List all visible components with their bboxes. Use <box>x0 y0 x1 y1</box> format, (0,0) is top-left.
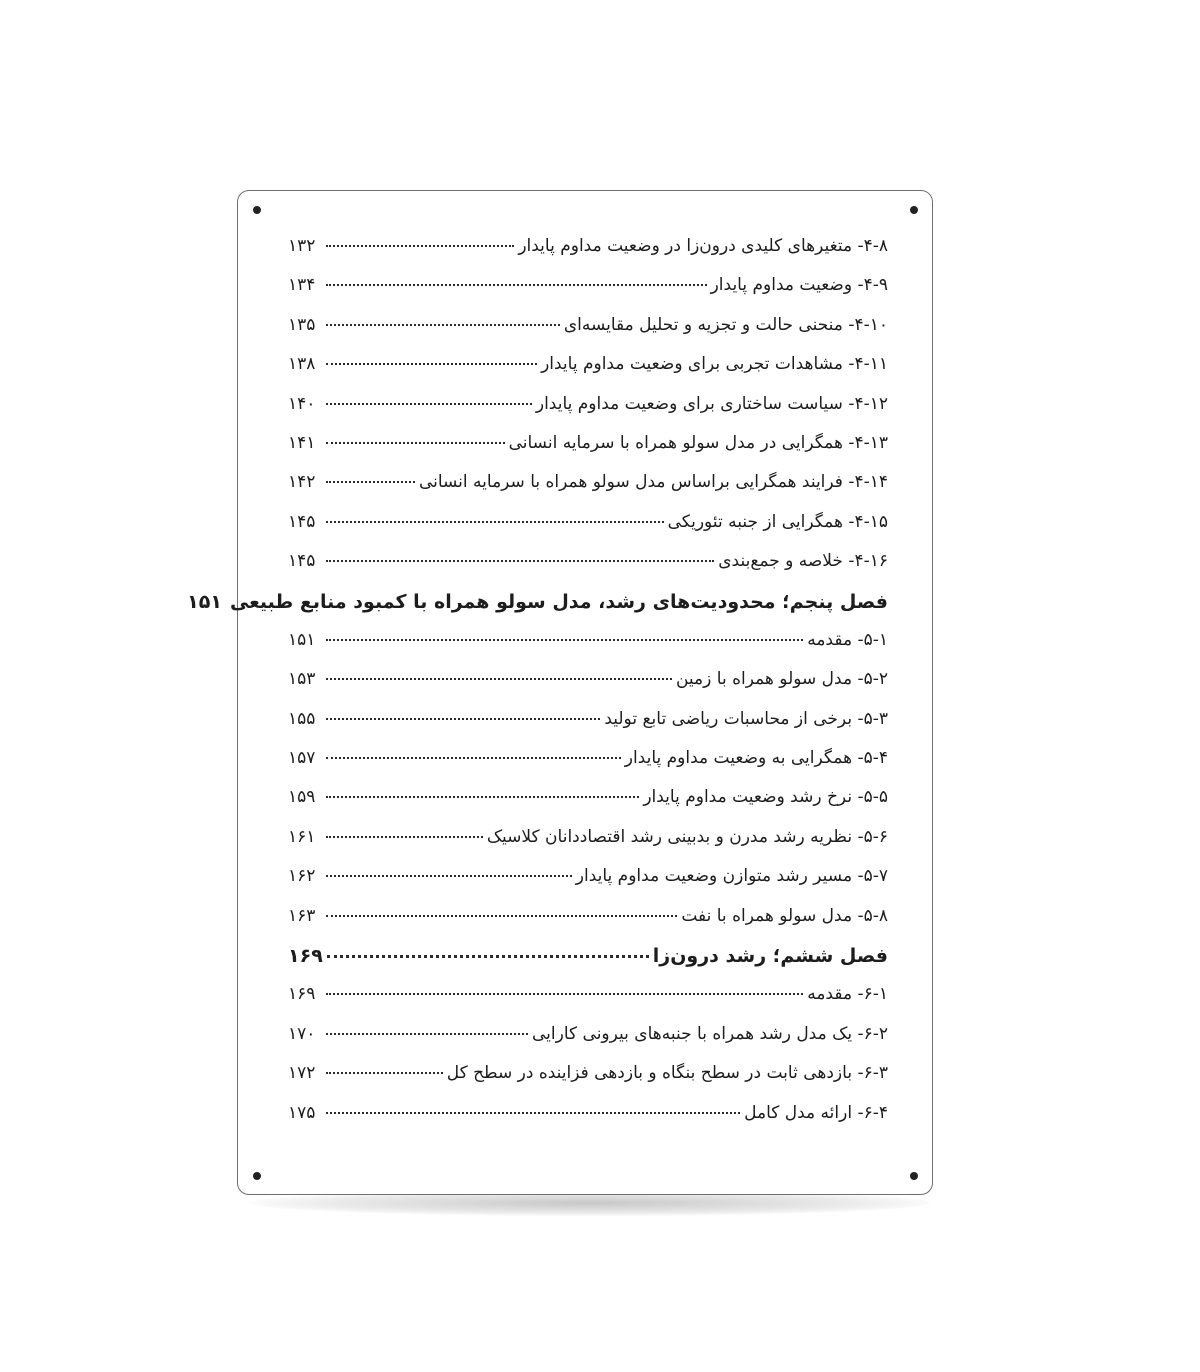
toc-page-number: ۱۶۳ <box>288 905 316 926</box>
toc-entry-title: ۴-۱۵- همگرایی از جنبه تئوریکی <box>667 511 888 532</box>
dot-leader <box>326 481 415 483</box>
toc-page-number: ۱۷۰ <box>288 1023 316 1044</box>
toc-page-number: ۱۵۱ <box>187 590 222 613</box>
toc-entry <box>288 1103 888 1142</box>
dot-leader <box>326 915 677 917</box>
dot-leader <box>326 757 621 759</box>
toc-entry <box>288 354 888 393</box>
toc-entry-title: ۵-۶- نظریه رشد مدرن و بدبینی رشد اقتصاددانان کلاسیک <box>486 826 888 847</box>
toc-entry-title: ۵-۳- برخی از محاسبات ریاضی تابع تولید <box>604 708 888 729</box>
toc-entry-title: فصل ششم؛ رشد درون‌زا <box>652 945 888 968</box>
toc-entry-title: ۴-۱۰- منحنی حالت و تجزیه و تحلیل مقایسه‌ای <box>563 314 888 335</box>
toc-entry <box>288 472 888 511</box>
dot-leader <box>326 363 537 365</box>
toc-page-number: ۱۴۲ <box>288 472 316 493</box>
toc-entry <box>288 236 888 275</box>
dot-leader <box>326 718 600 720</box>
toc-entry <box>288 512 888 551</box>
toc-entry <box>288 906 888 945</box>
dot-leader <box>327 955 649 958</box>
toc-entry <box>288 984 888 1023</box>
dot-leader <box>326 1112 740 1114</box>
toc-entry <box>288 275 888 314</box>
toc-entry-title: ۵-۱- مقدمه <box>807 629 888 650</box>
dot-leader <box>326 560 714 562</box>
toc-page-number: ۱۶۲ <box>288 866 316 887</box>
table-of-contents <box>187 236 888 1142</box>
document-page <box>187 190 933 1195</box>
toc-page-number: ۱۶۱ <box>288 826 316 847</box>
dot-leader <box>326 678 672 680</box>
toc-chapter-heading <box>187 590 888 630</box>
toc-page-number: ۱۳۵ <box>288 314 316 335</box>
toc-entry-title: ۵-۵- نرخ رشد وضعیت مداوم پایدار <box>643 787 888 808</box>
toc-entry-title: ۵-۸- مدل سولو همراه با نفت <box>681 905 888 926</box>
toc-entry <box>288 709 888 748</box>
toc-entry-title: ۵-۲- مدل سولو همراه با زمین <box>675 669 888 690</box>
dot-leader <box>326 875 572 877</box>
toc-entry <box>288 669 888 708</box>
toc-page-number: ۱۳۸ <box>288 354 316 375</box>
toc-entry <box>288 866 888 905</box>
dot-leader <box>326 836 483 838</box>
dot-leader <box>326 245 514 247</box>
toc-entry <box>288 630 888 669</box>
toc-page-number: ۱۴۱ <box>288 432 316 453</box>
binder-hole-bottom-left <box>253 1172 261 1180</box>
toc-page-number: ۱۴۰ <box>288 393 316 414</box>
toc-entry <box>288 787 888 826</box>
toc-page-number: ۱۵۱ <box>288 629 316 650</box>
toc-entry <box>288 394 888 433</box>
toc-entry <box>288 315 888 354</box>
dot-leader <box>326 993 803 995</box>
toc-entry-title: ۴-۱۴- فرایند همگرایی براساس مدل سولو همراه با سرمایه انسانی <box>418 472 888 493</box>
toc-entry-title: ۴-۱۶- خلاصه و جمع‌بندی <box>718 551 888 572</box>
toc-entry-title: ۴-۹- وضعیت مداوم پایدار <box>710 275 888 296</box>
toc-entry-title: فصل پنجم؛ محدودیت‌های رشد، مدل سولو همراه با کمبود منابع طبیعی <box>229 590 888 613</box>
toc-entry <box>288 551 888 590</box>
toc-entry-title: ۶-۳- بازدهی ثابت در سطح بنگاه و بازدهی فزاینده در سطح کل <box>446 1063 888 1084</box>
toc-entry <box>288 1024 888 1063</box>
toc-page-number: ۱۶۹ <box>288 984 316 1005</box>
toc-entry-title: ۵-۴- همگرایی به وضعیت مداوم پایدار <box>624 748 888 769</box>
toc-entry-title: ۴-۸- متغیرهای کلیدی درون‌زا در وضعیت مداوم پایدار <box>518 236 888 256</box>
dot-leader <box>326 1072 443 1074</box>
toc-page-number: ۱۴۵ <box>288 551 316 572</box>
dot-leader <box>326 442 505 444</box>
toc-entry <box>288 1063 888 1102</box>
dot-leader <box>326 284 707 286</box>
toc-entry <box>288 433 888 472</box>
toc-chapter-heading <box>288 945 888 984</box>
toc-page-number: ۱۷۵ <box>288 1102 316 1123</box>
toc-entry-title: ۶-۲- یک مدل رشد همراه با جنبه‌های بیرونی کارایی <box>532 1023 888 1044</box>
dot-leader <box>326 403 532 405</box>
toc-page-number: ۱۶۹ <box>288 945 323 968</box>
toc-entry-title: ۵-۷- مسیر رشد متوازن وضعیت مداوم پایدار <box>575 866 888 887</box>
toc-page-number: ۱۵۵ <box>288 708 316 729</box>
dot-leader <box>326 796 639 798</box>
dot-leader <box>326 1033 528 1035</box>
toc-page-number: ۱۳۴ <box>288 275 316 296</box>
binder-hole-top-right <box>910 206 918 214</box>
toc-page-number: ۱۳۲ <box>288 236 316 256</box>
dot-leader <box>326 324 560 326</box>
binder-hole-top-left <box>253 206 261 214</box>
dot-leader <box>326 521 664 523</box>
toc-entry-title: ۴-۱۲- سیاست ساختاری برای وضعیت مداوم پایدار <box>535 393 888 414</box>
toc-entry <box>288 748 888 787</box>
toc-entry-title: ۴-۱۳- همگرایی در مدل سولو همراه با سرمایه انسانی <box>508 432 888 453</box>
toc-entry-title: ۶-۱- مقدمه <box>807 984 888 1005</box>
toc-page-number: ۱۵۳ <box>288 669 316 690</box>
toc-entry-title: ۴-۱۱- مشاهدات تجربی برای وضعیت مداوم پایدار <box>541 354 888 375</box>
toc-entry-title: ۶-۴- ارائه مدل کامل <box>744 1102 888 1123</box>
toc-page-number: ۱۴۵ <box>288 511 316 532</box>
toc-page-number: ۱۵۹ <box>288 787 316 808</box>
toc-entry <box>288 827 888 866</box>
toc-page-number: ۱۷۲ <box>288 1063 316 1084</box>
dot-leader <box>326 639 803 641</box>
toc-page-number: ۱۵۷ <box>288 748 316 769</box>
binder-hole-bottom-right <box>910 1172 918 1180</box>
